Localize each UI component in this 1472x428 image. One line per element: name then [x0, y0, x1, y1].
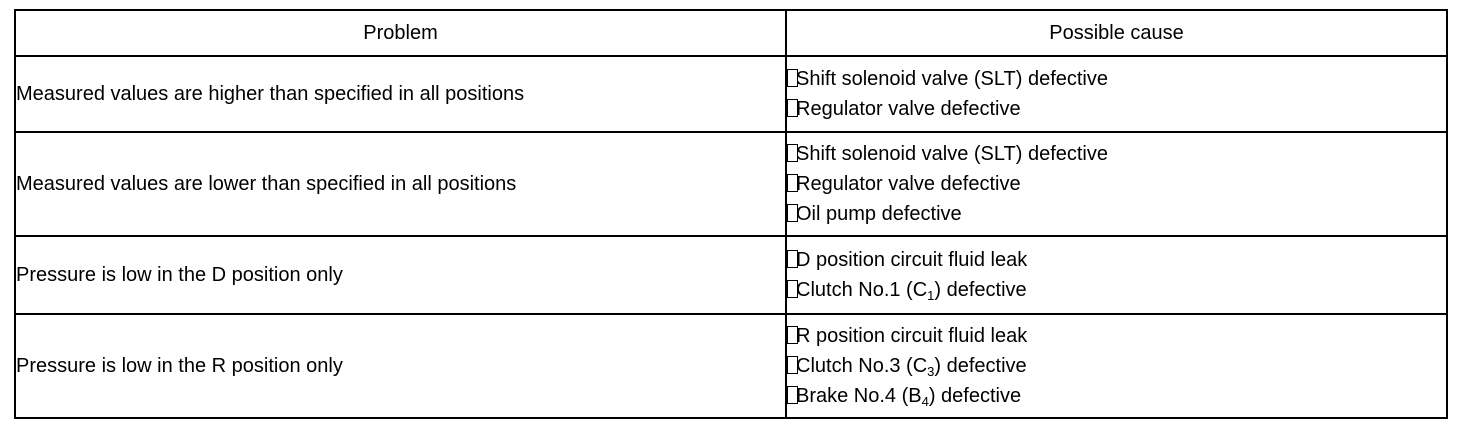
cause-item	[787, 321, 1446, 351]
cause-text	[796, 351, 1027, 381]
cause-item	[787, 94, 1446, 124]
table-row	[15, 56, 1447, 132]
cause-text-part: ) defective	[934, 355, 1027, 377]
cause-item	[787, 64, 1446, 94]
header-possible-cause: Possible cause	[786, 10, 1447, 56]
header-problem: Problem	[15, 10, 786, 56]
cause-item	[787, 199, 1446, 229]
cause-text: Shift solenoid valve (SLT) defective	[796, 68, 1109, 90]
checkbox-glyph-icon	[787, 356, 798, 374]
cause-item	[787, 169, 1446, 199]
subscript: 1	[927, 288, 935, 303]
cause-text: Regulator valve defective	[796, 173, 1021, 195]
cause-text: R position circuit fluid leak	[796, 325, 1028, 347]
subscript: 3	[927, 364, 935, 379]
problem-cell: Measured values are higher than specified in all positions	[15, 56, 786, 132]
problem-cell: Pressure is low in the D position only	[15, 236, 786, 314]
cause-text	[796, 275, 1027, 305]
table-row	[15, 314, 1447, 418]
table-row	[15, 236, 1447, 314]
checkbox-glyph-icon	[787, 204, 798, 222]
cause-item	[787, 275, 1446, 305]
checkbox-glyph-icon	[787, 144, 798, 162]
checkbox-glyph-icon	[787, 174, 798, 192]
cause-cell	[786, 314, 1447, 418]
checkbox-glyph-icon	[787, 99, 798, 117]
checkbox-glyph-icon	[787, 280, 798, 298]
cause-cell	[786, 56, 1447, 132]
cause-text-part: Clutch No.3 (C	[796, 355, 928, 377]
cause-item	[787, 381, 1446, 411]
cause-item	[787, 139, 1446, 169]
checkbox-glyph-icon	[787, 326, 798, 344]
diagnosis-table	[14, 9, 1448, 419]
cause-cell	[786, 236, 1447, 314]
cause-cell	[786, 132, 1447, 236]
table-row	[15, 132, 1447, 236]
cause-item	[787, 245, 1446, 275]
cause-text-part: ) defective	[928, 385, 1022, 407]
subscript: 4	[921, 394, 929, 409]
cause-text: Oil pump defective	[796, 203, 962, 225]
checkbox-glyph-icon	[787, 69, 798, 87]
table-header-row	[15, 10, 1447, 56]
problem-cell: Pressure is low in the R position only	[15, 314, 786, 418]
cause-text: Regulator valve defective	[796, 98, 1021, 120]
cause-item	[787, 351, 1446, 381]
cause-text: D position circuit fluid leak	[796, 249, 1028, 271]
checkbox-glyph-icon	[787, 250, 798, 268]
checkbox-glyph-icon	[787, 386, 798, 404]
cause-text	[796, 381, 1021, 411]
cause-text-part: Clutch No.1 (C	[796, 279, 928, 301]
cause-text-part: Brake No.4 (B	[796, 385, 922, 407]
cause-text: Shift solenoid valve (SLT) defective	[796, 143, 1109, 165]
cause-text-part: ) defective	[934, 279, 1027, 301]
problem-cell: Measured values are lower than specified in all positions	[15, 132, 786, 236]
